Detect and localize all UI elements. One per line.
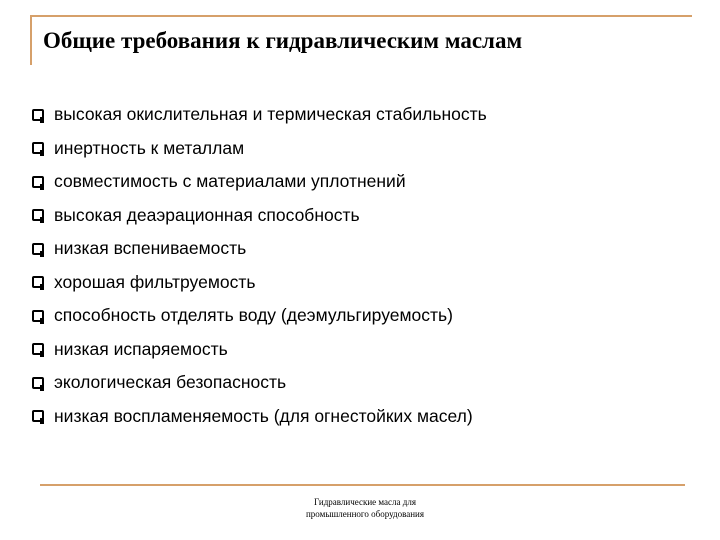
box-q-bullet-icon [32, 407, 45, 425]
list-item-text: хорошая фильтруемость [54, 271, 256, 292]
footer-line-1: Гидравлические масла для [314, 497, 416, 507]
box-q-bullet-icon [32, 206, 45, 224]
title-divider-left [30, 15, 32, 65]
box-q-bullet-icon [32, 374, 45, 392]
box-q-bullet-icon [32, 273, 45, 291]
footer-divider [40, 484, 685, 486]
list-item-text: инертность к металлам [54, 137, 245, 158]
list-item-text: способность отделять воду (деэмульгируемость) [54, 305, 453, 326]
box-q-bullet-icon [32, 106, 45, 124]
list-item [32, 199, 487, 233]
box-q-bullet-icon [32, 307, 45, 325]
list-item [32, 132, 487, 166]
list-item [32, 299, 487, 333]
list-item [32, 165, 487, 199]
list-item-text: низкая воспламеняемость (для огнестойких масел) [54, 405, 473, 426]
list-item-text: высокая окислительная и термическая стабильность [54, 104, 487, 125]
list-item-text: совместимость с материалами уплотнений [54, 171, 406, 192]
footer-line-2: промышленного оборудования [305, 509, 425, 519]
list-item-text: высокая деаэрационная способность [54, 204, 360, 225]
list-item [32, 266, 487, 300]
list-item [32, 232, 487, 266]
list-item [32, 400, 487, 434]
list-item-text: низкая испаряемость [54, 338, 228, 359]
list-item-text: экологическая безопасность [54, 372, 287, 393]
bullet-list [32, 98, 487, 433]
box-q-bullet-icon [32, 240, 45, 258]
slide-title: Общие требования к гидравлическим маслам [43, 28, 523, 53]
list-item [32, 333, 487, 367]
box-q-bullet-icon [32, 173, 45, 191]
box-q-bullet-icon [32, 340, 45, 358]
footer-caption [260, 496, 470, 520]
list-item-text: низкая вспениваемость [54, 238, 247, 259]
list-item [32, 98, 487, 132]
title-divider-top [30, 15, 692, 17]
list-item [32, 366, 487, 400]
box-q-bullet-icon [32, 139, 45, 157]
